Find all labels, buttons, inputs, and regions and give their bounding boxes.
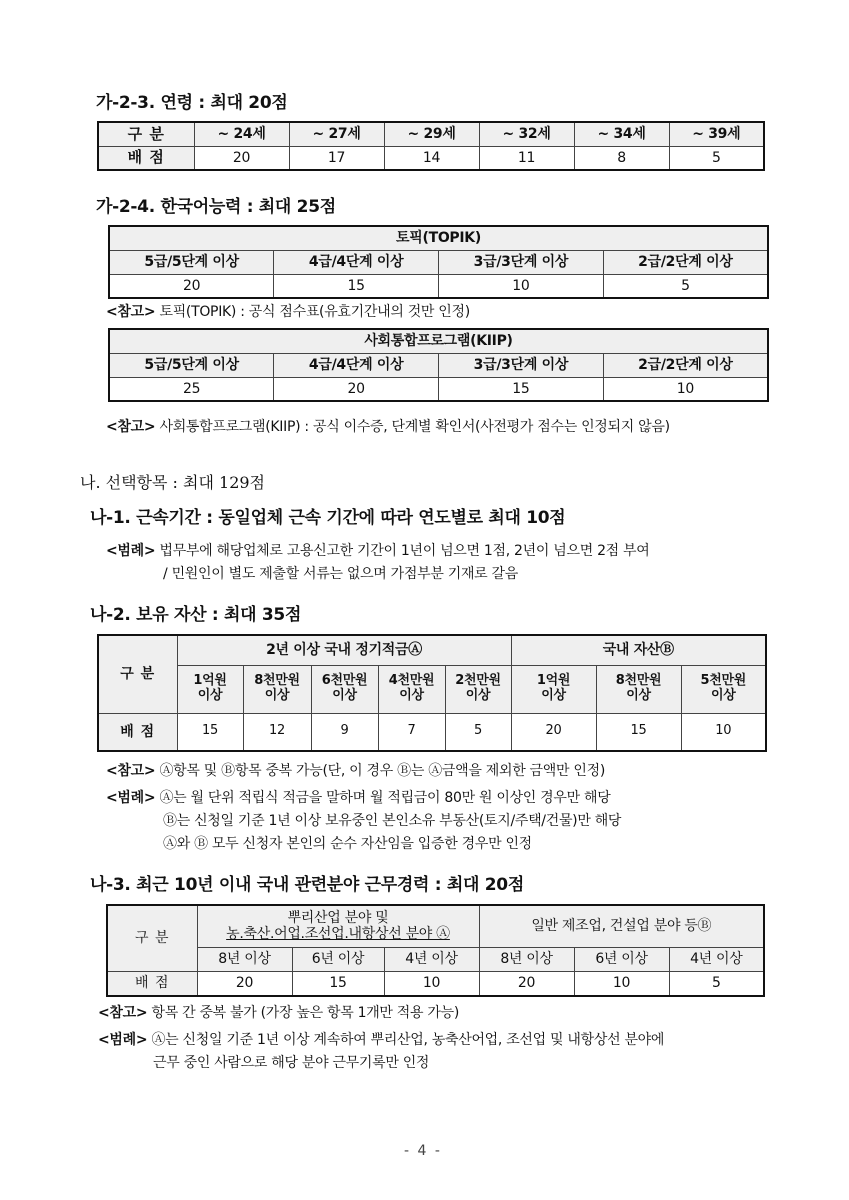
career-score-cell: 10 bbox=[574, 971, 669, 996]
career-column-header: 6년 이상 bbox=[574, 947, 669, 971]
asset-column-header: 8천만원 이상 bbox=[596, 665, 681, 713]
note-text: Ⓐ는 월 단위 적립식 적금을 말하며 월 적립금이 80만 원 이상인 경우만 해당 bbox=[159, 790, 611, 806]
topik-note bbox=[106, 301, 470, 321]
asset-column-header: 1억원 이상 bbox=[177, 665, 243, 713]
kiip-column-header: 5급/5단계 이상 bbox=[109, 353, 274, 377]
career-group-a-title: 뿌리산업 분야 및 농.축산.어업.조선업.내항상선 분야 Ⓐ bbox=[197, 905, 479, 947]
kiip-table bbox=[108, 328, 769, 402]
asset-column-header: 8천만원 이상 bbox=[243, 665, 311, 713]
age-column-header: ~ 27세 bbox=[289, 122, 384, 146]
career-column-header: 4년 이상 bbox=[669, 947, 764, 971]
note-text: Ⓐ항목 및 Ⓑ항목 중복 가능(단, 이 경우 Ⓑ는 Ⓐ금액을 제외한 금액만 인정) bbox=[159, 763, 605, 779]
career-table bbox=[106, 904, 765, 997]
career-score-cell: 10 bbox=[384, 971, 479, 996]
note-text: 항목 간 중복 불가 (가장 높은 항목 1개만 적용 가능) bbox=[151, 1005, 460, 1021]
age-score-cell: 11 bbox=[479, 146, 574, 170]
topik-column-header: 5급/5단계 이상 bbox=[109, 250, 274, 274]
asset-score-cell: 20 bbox=[511, 713, 596, 751]
kiip-score-cell: 10 bbox=[603, 377, 768, 401]
asset-legend-line3: Ⓐ와 Ⓑ 모두 신청자 본인의 순수 자산임을 입증한 경우만 인정 bbox=[163, 836, 532, 852]
age-score-cell: 17 bbox=[289, 146, 384, 170]
career-column-header: 4년 이상 bbox=[384, 947, 479, 971]
topik-table bbox=[108, 225, 769, 299]
asset-group-a-title: 2년 이상 국내 정기적금Ⓐ bbox=[177, 635, 511, 665]
note-label: <범례> bbox=[106, 790, 156, 806]
asset-score-cell: 10 bbox=[681, 713, 766, 751]
age-score-cell: 20 bbox=[194, 146, 289, 170]
topik-column-header: 3급/3단계 이상 bbox=[439, 250, 604, 274]
kiip-column-header: 2급/2단계 이상 bbox=[603, 353, 768, 377]
asset-score-cell: 15 bbox=[596, 713, 681, 751]
career-legend-note bbox=[98, 1029, 664, 1049]
career-section-title: 나-3. 최근 10년 이내 국내 관련분야 근무경력 : 최대 20점 bbox=[90, 875, 524, 895]
score-header: 배 점 bbox=[98, 713, 177, 751]
korean-section-title: 가-2-4. 한국어능력 : 최대 25점 bbox=[96, 197, 336, 217]
career-score-cell: 20 bbox=[197, 971, 292, 996]
topik-score-cell: 10 bbox=[439, 274, 604, 298]
topik-title: 토픽(TOPIK) bbox=[109, 226, 768, 250]
career-score-cell: 5 bbox=[669, 971, 764, 996]
career-column-header: 8년 이상 bbox=[479, 947, 574, 971]
asset-column-header: 6천만원 이상 bbox=[311, 665, 378, 713]
score-header: 배 점 bbox=[98, 146, 194, 170]
asset-column-header: 4천만원 이상 bbox=[378, 665, 445, 713]
note-text: 법무부에 해당업체로 고용신고한 기간이 1년이 넘으면 1점, 2년이 넘으면 2점 부여 bbox=[159, 543, 650, 559]
age-section-title: 가-2-3. 연령 : 최대 20점 bbox=[96, 93, 288, 113]
note-text: 사회통합프로그램(KIIP) : 공식 이수증, 단계별 확인서(사전평가 점수는 인정되지 않음) bbox=[159, 419, 670, 435]
note-label: <참고> bbox=[106, 419, 156, 435]
career-column-header: 6년 이상 bbox=[292, 947, 384, 971]
kiip-note bbox=[106, 416, 670, 436]
asset-group-b-title: 국내 자산Ⓑ bbox=[511, 635, 766, 665]
kiip-column-header: 3급/3단계 이상 bbox=[439, 353, 604, 377]
topik-score-cell: 5 bbox=[603, 274, 768, 298]
asset-legend-note bbox=[106, 787, 610, 807]
age-column-header: ~ 29세 bbox=[384, 122, 479, 146]
kiip-score-cell: 25 bbox=[109, 377, 274, 401]
age-score-cell: 5 bbox=[669, 146, 764, 170]
note-label: <참고> bbox=[98, 1005, 148, 1021]
kiip-score-cell: 20 bbox=[274, 377, 439, 401]
topik-score-cell: 20 bbox=[109, 274, 274, 298]
asset-table bbox=[97, 634, 767, 752]
row-header: 구 분 bbox=[107, 905, 197, 971]
age-table bbox=[97, 121, 765, 171]
age-score-cell: 14 bbox=[384, 146, 479, 170]
topik-score-cell: 15 bbox=[274, 274, 439, 298]
asset-column-header: 2천만원 이상 bbox=[445, 665, 511, 713]
asset-legend-line2: Ⓑ는 신청일 기준 1년 이상 보유중인 본인소유 부동산(토지/주택/건물)만 해당 bbox=[163, 813, 622, 829]
age-column-header: ~ 39세 bbox=[669, 122, 764, 146]
asset-score-cell: 5 bbox=[445, 713, 511, 751]
career-ref-note bbox=[98, 1002, 459, 1022]
row-header: 구 분 bbox=[98, 635, 177, 713]
score-header: 배 점 bbox=[107, 971, 197, 996]
asset-score-cell: 12 bbox=[243, 713, 311, 751]
row-header: 구 분 bbox=[98, 122, 194, 146]
asset-column-header: 1억원 이상 bbox=[511, 665, 596, 713]
asset-score-cell: 15 bbox=[177, 713, 243, 751]
age-column-header: ~ 32세 bbox=[479, 122, 574, 146]
asset-column-header: 5천만원 이상 bbox=[681, 665, 766, 713]
topik-column-header: 2급/2단계 이상 bbox=[603, 250, 768, 274]
career-score-cell: 15 bbox=[292, 971, 384, 996]
optional-section-title: 나. 선택항목 : 최대 129점 bbox=[80, 473, 266, 492]
career-column-header: 8년 이상 bbox=[197, 947, 292, 971]
career-legend-line2: 근무 중인 사람으로 해당 분야 근무기록만 인정 bbox=[153, 1055, 430, 1071]
age-column-header: ~ 24세 bbox=[194, 122, 289, 146]
career-group-b-title: 일반 제조업, 건설업 분야 등Ⓑ bbox=[479, 905, 764, 947]
asset-score-cell: 9 bbox=[311, 713, 378, 751]
tenure-section-title: 나-1. 근속기간 : 동일업체 근속 기간에 따라 연도별로 최대 10점 bbox=[90, 508, 566, 528]
kiip-column-header: 4급/4단계 이상 bbox=[274, 353, 439, 377]
kiip-title: 사회통합프로그램(KIIP) bbox=[109, 329, 768, 353]
asset-section-title: 나-2. 보유 자산 : 최대 35점 bbox=[90, 605, 302, 625]
note-text: Ⓐ는 신청일 기준 1년 이상 계속하여 뿌리산업, 농축산어업, 조선업 및 내항상선 분야에 bbox=[151, 1032, 665, 1048]
topik-column-header: 4급/4단계 이상 bbox=[274, 250, 439, 274]
page-number: - 4 - bbox=[404, 1143, 442, 1159]
note-label: <범례> bbox=[106, 543, 156, 559]
asset-score-cell: 7 bbox=[378, 713, 445, 751]
note-label: <범례> bbox=[98, 1032, 148, 1048]
kiip-score-cell: 15 bbox=[439, 377, 604, 401]
age-score-cell: 8 bbox=[574, 146, 669, 170]
note-label: <참고> bbox=[106, 304, 156, 320]
note-text: 토픽(TOPIK) : 공식 점수표(유효기간내의 것만 인정) bbox=[159, 304, 470, 320]
tenure-note-line2: / 민원인이 별도 제출할 서류는 없으며 가점부분 기재로 갈음 bbox=[163, 566, 518, 582]
age-column-header: ~ 34세 bbox=[574, 122, 669, 146]
tenure-note bbox=[106, 540, 650, 560]
career-score-cell: 20 bbox=[479, 971, 574, 996]
asset-ref-note bbox=[106, 760, 605, 780]
note-label: <참고> bbox=[106, 763, 156, 779]
